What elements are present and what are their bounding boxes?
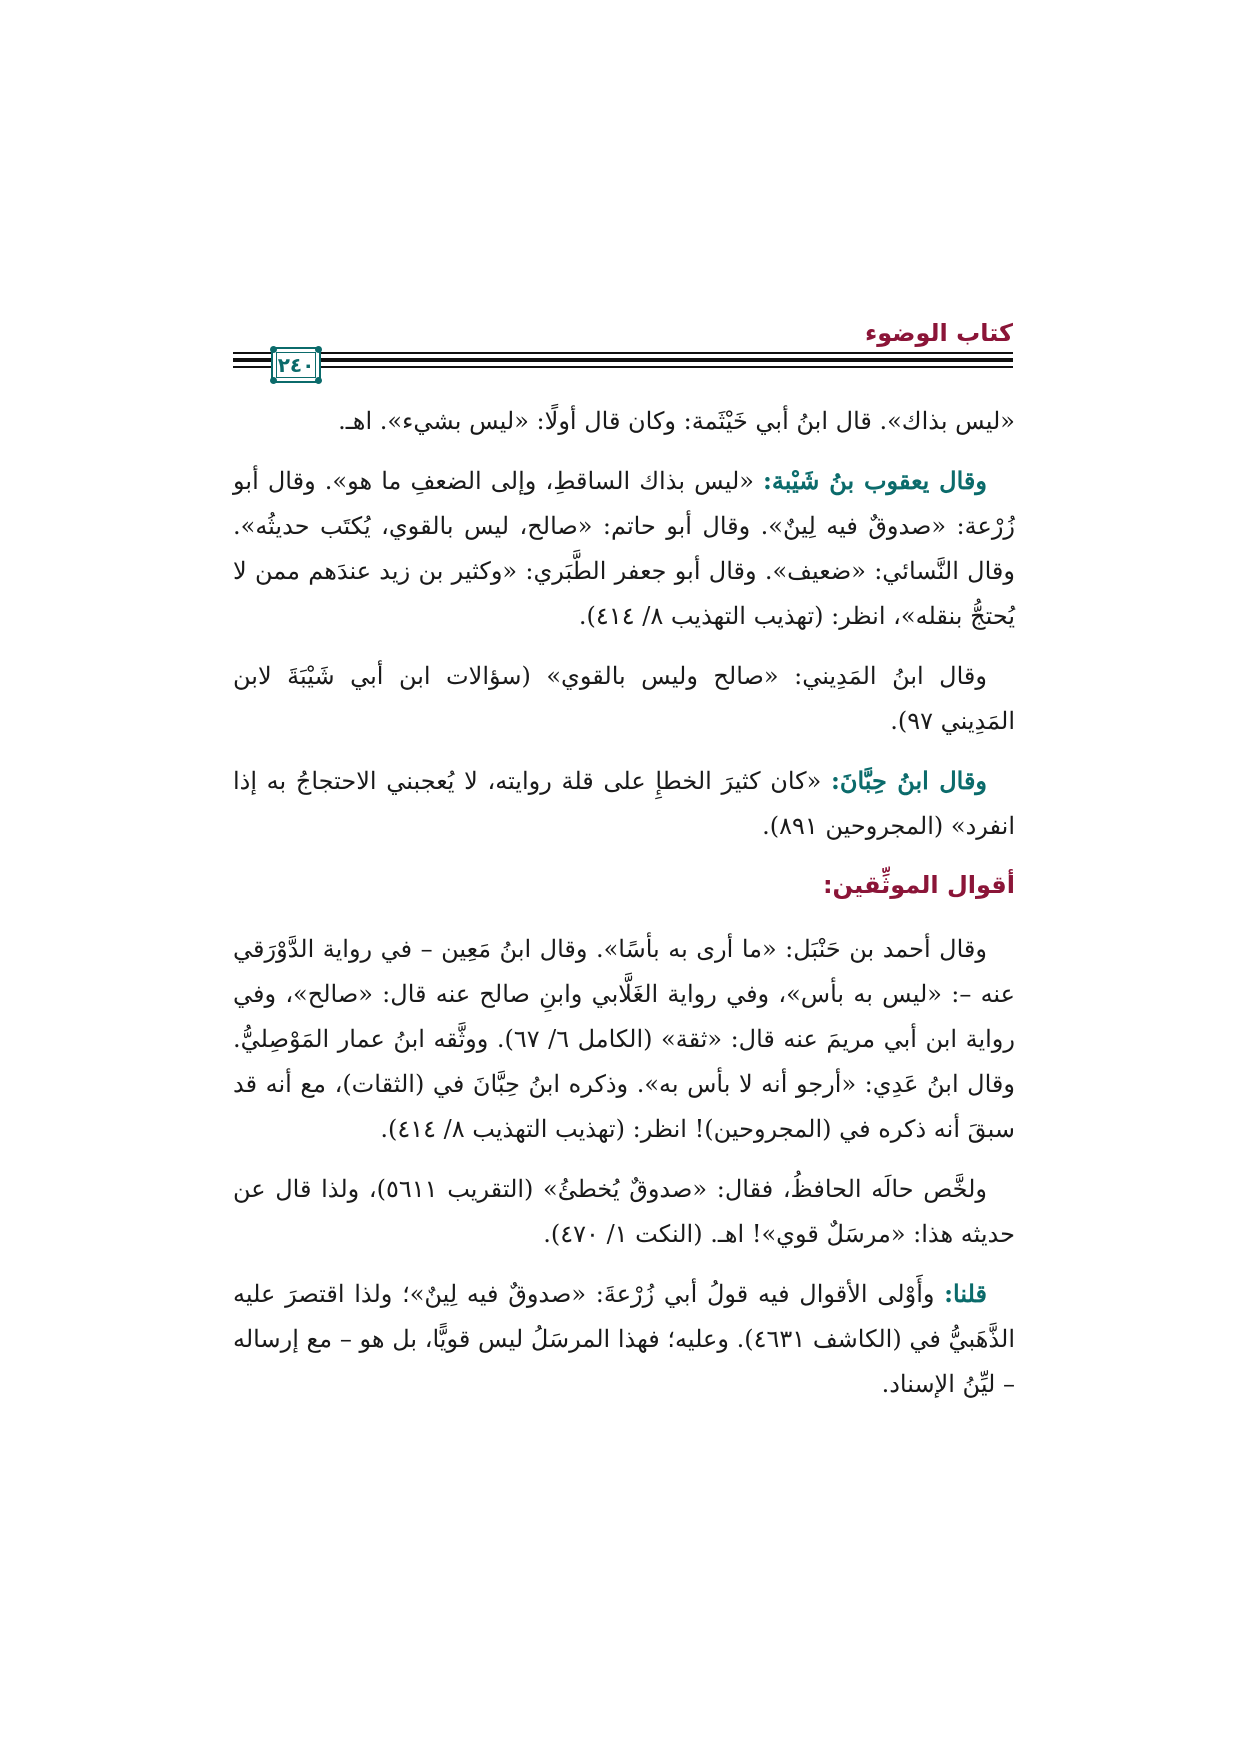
paragraph-text: ولخَّص حالَه الحافظُ، فقال: «صدوقٌ يُخطئُ» (التقريب ٥٦١١)، ولذا قال عن حديثه هذا: «مرسَلٌ قوي»! اهـ. (النكت ١/ ٤٧٠). xyxy=(233,1175,1015,1248)
paragraph-lead: قلنا: xyxy=(944,1279,987,1308)
page-number: ٢٤٠ xyxy=(277,353,315,377)
paragraph xyxy=(233,398,1015,444)
page-number-badge xyxy=(271,347,321,383)
ornament-icon xyxy=(270,377,277,384)
header-rule-middle xyxy=(233,358,1013,362)
paragraph xyxy=(233,458,1015,639)
paragraph-text: «ليس بذاك». قال ابنُ أبي خَيْثَمة: وكان قال أولًا: «ليس بشيء». اهـ. xyxy=(338,407,1015,435)
paragraph xyxy=(233,758,1015,849)
paragraph-text: وقال أحمد بن حَنْبَل: «ما أرى به بأسًا». وقال ابنُ مَعِين – في رواية الدَّوْرَقي عنه –: «ليس به بأس»، وفي رواية الغَلَّابي وابنِ صالح عنه قال: «صالح»، وفي رواية ابن أبي مريمَ عنه قال: «ثقة» (الكامل ٦/ ٦٧). ووثَّقه ابنُ عمار المَوْصِليُّ. وقال ابنُ عَدِي: «أرجو أنه لا بأس به». وذكره ابنُ حِبَّانَ في (الثقات)، مع أنه قد سبقَ أنه ذكره في (المجروحين)! انظر: (تهذيب التهذيب ٨/ ٤١٤). xyxy=(233,935,1015,1143)
paragraph xyxy=(233,653,1015,744)
ornament-icon xyxy=(315,346,322,353)
section-heading: أقوال الموثِّقين: xyxy=(822,871,1015,899)
header-rule-top xyxy=(233,352,1013,354)
header-rule-bottom xyxy=(233,366,1013,368)
ornament-icon xyxy=(315,377,322,384)
paragraph-lead: وقال يعقوب بنُ شَيْبة: xyxy=(763,466,987,495)
ornament-icon xyxy=(270,346,277,353)
paragraph-text: «ليس بذاك الساقطِ، وإلى الضعفِ ما هو». وقال أبو زُرْعة: «صدوقٌ فيه لِينٌ». وقال أبو حاتم: «صالح، ليس بالقوي، يُكتَب حديثُه». وقال النَّسائي: «ضعيف». وقال أبو جعفر الطَّبَري: «وكثير بن زيد عندَهم ممن لا يُحتجُّ بنقله»، انظر: (تهذيب التهذيب ٨/ ٤١٤). xyxy=(233,467,1015,630)
paragraph-text: «كان كثيرَ الخطإِ على قلة روايته، لا يُعجبني الاحتجاجُ به إذا انفرد» (المجروحين ٨٩١). xyxy=(233,767,1015,840)
page-body xyxy=(233,398,1015,1421)
paragraph-lead: وقال ابنُ حِبَّانَ: xyxy=(830,766,988,795)
paragraph-text: وقال ابنُ المَدِيني: «صالح وليس بالقوي» (سؤالات ابن أبي شَيْبَةَ لابن المَدِيني ٩٧). xyxy=(233,662,1015,735)
book-title: كتاب الوضوء xyxy=(864,319,1013,347)
page-header xyxy=(233,318,1013,388)
paragraph xyxy=(233,1271,1015,1407)
paragraph xyxy=(233,926,1015,1152)
paragraph xyxy=(233,1166,1015,1257)
paragraph-text: وأَوْلى الأقوال فيه قولُ أبي زُرْعةَ: «صدوقٌ فيه لِينٌ»؛ ولذا اقتصرَ عليه الذَّهَبيُّ في (الكاشف ٤٦٣١). وعليه؛ فهذا المرسَلُ ليس قويًّا، بل هو – مع إرساله – ليِّنُ الإسناد. xyxy=(233,1280,1015,1398)
